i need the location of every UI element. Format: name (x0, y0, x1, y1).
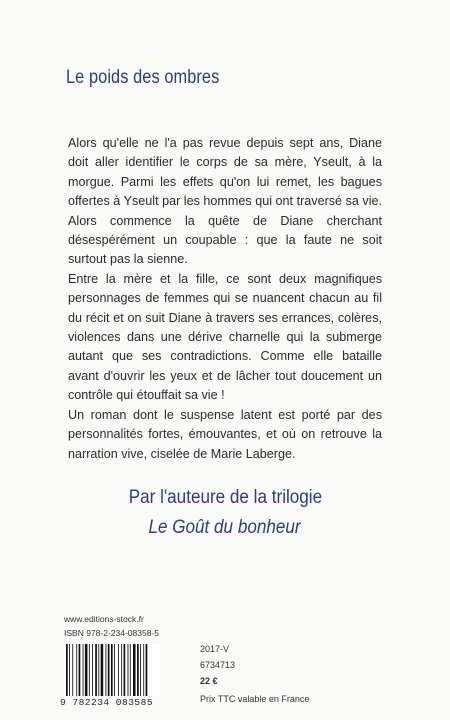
isbn: ISBN 978-2-234-08358-5 (64, 628, 159, 638)
tagline-line-1-text: Par l'auteure de la trilogie (128, 487, 322, 508)
barcode (64, 644, 160, 696)
blurb (68, 134, 382, 464)
blurb-paragraph-3: Un roman dont le suspense latent est porté par des personnalités fortes, émouvantes, et où on retrouve la narration vive, ciselée de Marie Laberge. (68, 407, 382, 461)
tagline-line-2-text: Le Goût du bonheur (148, 517, 302, 538)
barcode-digits: 9 782234 083585 (60, 697, 154, 708)
book-title: Le poids des ombres (66, 67, 220, 88)
tagline-line-2 (0, 517, 450, 539)
publisher-website: www.editions-stock.fr (64, 614, 144, 624)
barcode-bars (66, 644, 158, 696)
blurb-paragraph-2: Entre la mère et la fille, ce sont deux magnifiques personnages de femmes qui se nuancent chacun au fil du récit et on suit Diane à travers ses errances, colères, violences dans une dérive charnelle qui la submerge autant que ses contradictions. Comme elle bataille avant d'ouvrir les yeux et de lâcher tout doucement un contrôle qui étouffait sa vie ! (68, 271, 382, 403)
edition-code: 2017-V (200, 644, 230, 654)
catalog-number: 6734713 (200, 660, 236, 670)
price: 22 € (200, 676, 218, 686)
blurb-paragraph-1: Alors qu'elle ne l'a pas revue depuis sept ans, Diane doit aller identifier le corps de sa mère, Yseult, à la morgue. Parmi les effets qu'on lui remet, les bagues offertes à Yseult par les hommes qui ont traversé sa vie. Alors commence la quête de Diane cherchant désespérément un coupable : que la faute ne soit surtout pas la sienne. (68, 136, 382, 267)
tagline-line-1 (0, 487, 450, 509)
price-note: Prix TTC valable en France (200, 694, 310, 704)
